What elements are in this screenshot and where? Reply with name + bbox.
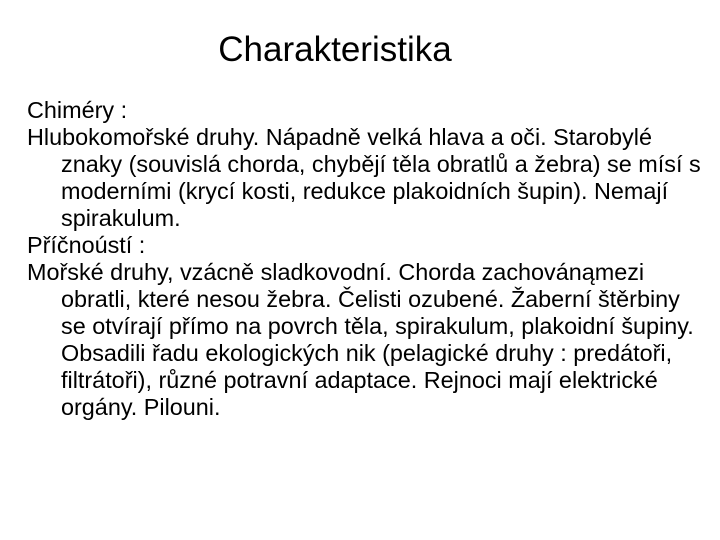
pricnousti-description: Mořské druhy, vzácně sladkovodní. Chorda zachovánąmezi obratli, které nesou žebra. Čelisti ozubené. Žaberní štěrbiny se otvírají přímo na povrch těla, spirakulum, plakoidní šupiny. Obsadili řadu ekologických nik (pelagické druhy : predátoři, filtrátoři), různé potravní adaptace. Rejnoci mají elektrické orgány. Pilouni. [27,259,694,420]
heading-chimery: Chiméry : [27,97,128,123]
slide-body [27,97,707,421]
heading-pricnousti: Příčnoústí : [27,232,146,258]
slide-title: Charakteristika [218,30,452,69]
chimery-description: Hlubokomořské druhy. Nápadně velká hlava a oči. Starobylé znaky (souvislá chorda, chybějí těla obratlů a žebra) se mísí s moderními (krycí kosti, redukce plakoidních šupin). Nemají spirakulum. [27,124,701,231]
